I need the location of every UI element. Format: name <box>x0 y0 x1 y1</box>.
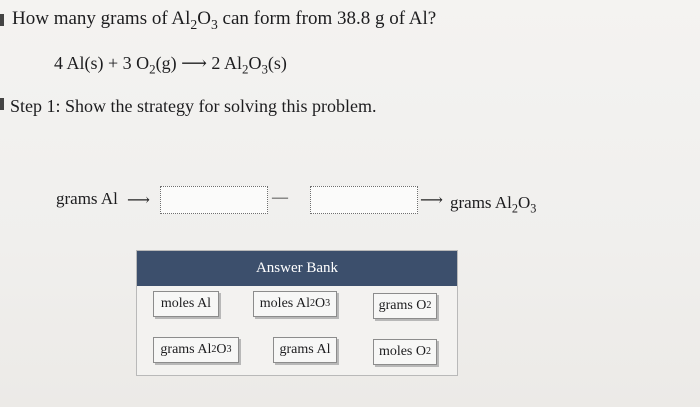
edge-marker <box>0 14 4 26</box>
arrow-icon: ⟶ <box>420 192 443 209</box>
answer-bank-title: Answer Bank <box>137 251 457 286</box>
answer-chip[interactable]: grams Al 2 O 3 <box>153 337 239 363</box>
answer-chip[interactable]: moles Al <box>153 291 219 317</box>
answer-bank <box>136 250 458 376</box>
step-instruction: Step 1: Show the strategy for solving this problem. <box>10 96 377 116</box>
conversion-drop-target-2[interactable] <box>310 186 418 214</box>
conversion-drop-target-1[interactable] <box>160 186 268 214</box>
answer-chip[interactable]: grams O 2 <box>373 293 437 319</box>
edge-marker <box>0 98 4 110</box>
flow-start-label: grams Al <box>56 189 118 208</box>
arrow-icon: — <box>272 189 288 206</box>
answer-chip[interactable]: grams Al <box>273 337 337 363</box>
answer-chip[interactable]: moles Al 2 O 3 <box>253 291 337 317</box>
answer-chip[interactable]: moles O 2 <box>373 339 437 365</box>
chemical-equation: 4 Al(s) + 3 $O_2(g)$ ⟶ 2 $Al_2O_3(s)$ <box>54 53 287 77</box>
flow-end-label: grams $Al_2O_3$ <box>450 193 537 216</box>
arrow-icon: ⟶ <box>127 192 150 209</box>
question-text: How many grams of $Al_2O_3$ can form from 38.8 g of Al? <box>12 8 437 32</box>
